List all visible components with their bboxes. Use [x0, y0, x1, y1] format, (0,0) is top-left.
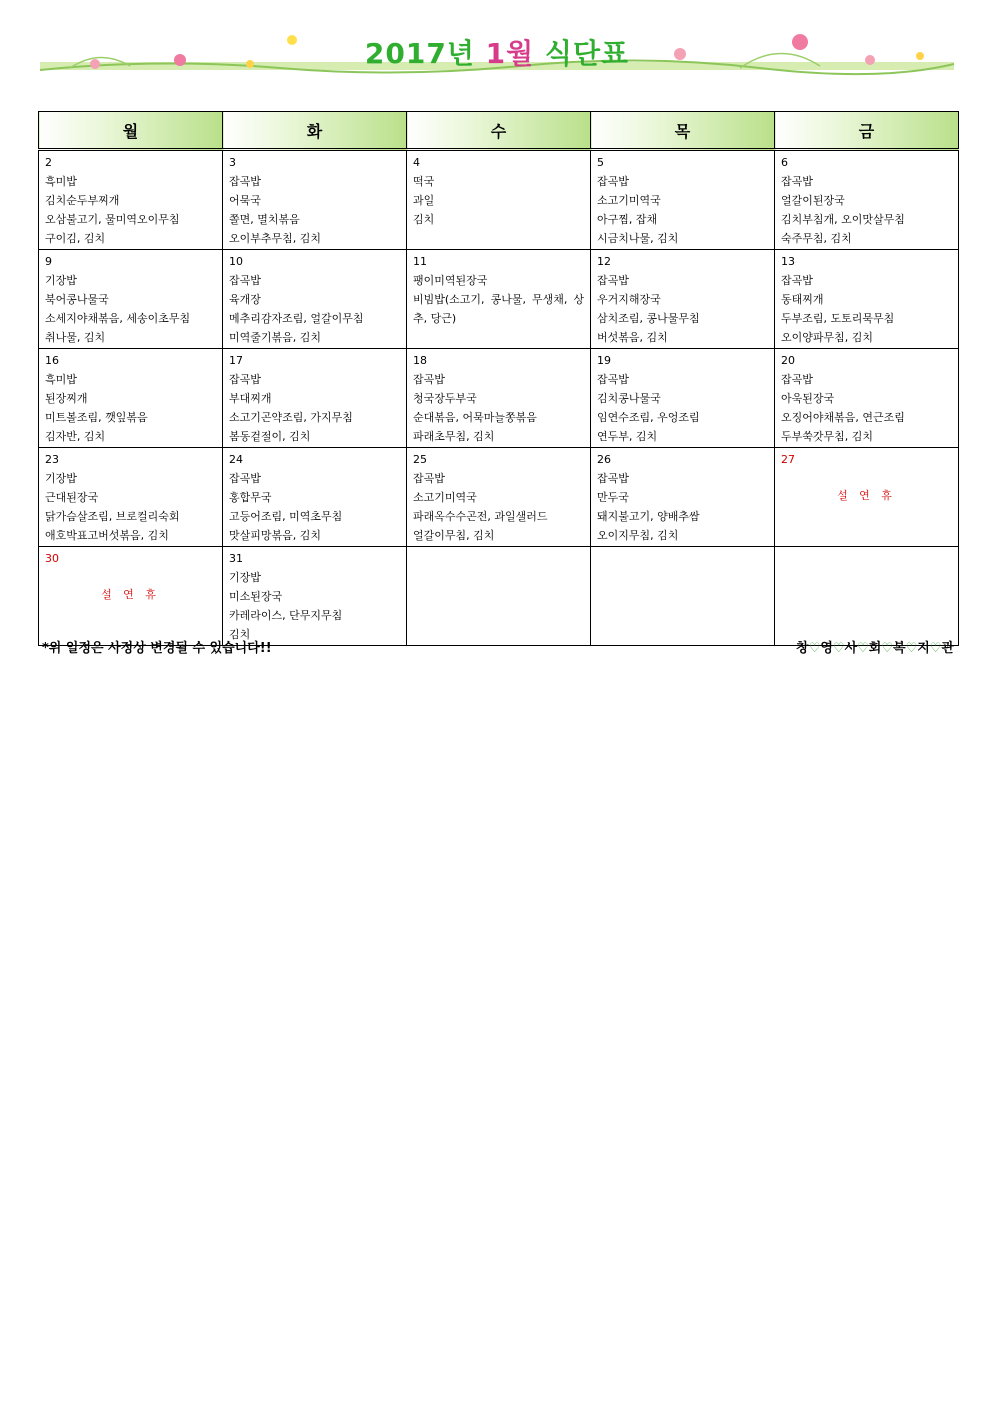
menu-item: 기장밥 — [45, 472, 77, 485]
menu-table — [38, 111, 959, 646]
day-cell — [223, 150, 407, 250]
weekday-header: 목 — [591, 112, 775, 150]
weekday-header: 월 — [39, 112, 223, 150]
day-number: 19 — [597, 354, 611, 367]
day-cell — [591, 150, 775, 250]
day-number: 16 — [45, 354, 59, 367]
menu-item: 소고기곤약조림, 가지무침 — [229, 411, 353, 424]
menu-item: 김치순두부찌개 — [45, 194, 120, 207]
menu-item: 임연수조림, 우엉조림 — [597, 411, 700, 424]
day-number: 13 — [781, 255, 795, 268]
menu-item: 구이김, 김치 — [45, 232, 106, 245]
menu-item: 연두부, 김치 — [597, 430, 658, 443]
heart-icon: ♡ — [905, 641, 918, 656]
organization-name — [796, 637, 954, 656]
menu-item: 김치 — [229, 628, 251, 641]
day-number: 30 — [45, 552, 59, 565]
day-cell — [407, 349, 591, 448]
day-number: 25 — [413, 453, 427, 466]
day-number: 18 — [413, 354, 427, 367]
day-cell — [223, 448, 407, 547]
menu-item: 잡곡밥 — [781, 373, 813, 386]
heart-icon: ♡ — [832, 641, 845, 656]
menu-item: 오삼불고기, 물미역오이무침 — [45, 213, 180, 226]
weekday-header: 수 — [407, 112, 591, 150]
day-cell — [775, 150, 959, 250]
menu-item: 잡곡밥 — [597, 175, 629, 188]
heart-icon: ♡ — [808, 641, 821, 656]
menu-item: 잡곡밥 — [413, 472, 445, 485]
day-number: 3 — [229, 156, 236, 169]
day-number: 6 — [781, 156, 788, 169]
menu-item: 만두국 — [597, 491, 629, 504]
day-cell — [39, 150, 223, 250]
organization-char: 지 — [917, 641, 930, 656]
day-cell — [407, 547, 591, 646]
menu-item: 고등어조림, 미역초무침 — [229, 510, 343, 523]
day-number: 12 — [597, 255, 611, 268]
menu-item: 잡곡밥 — [781, 175, 813, 188]
day-number: 31 — [229, 552, 243, 565]
menu-item: 삼치조림, 콩나물무침 — [597, 312, 700, 325]
heart-icon: ♡ — [857, 641, 869, 656]
day-cell — [407, 150, 591, 250]
week-row — [39, 547, 959, 646]
menu-item: 파래옥수수곤전, 과일샐러드 — [413, 510, 548, 523]
menu-item: 파래초무침, 김치 — [413, 430, 495, 443]
day-cell — [407, 448, 591, 547]
holiday-label: 설 연 휴 — [837, 489, 896, 502]
menu-item: 김치콩나물국 — [597, 392, 661, 405]
day-cell — [39, 349, 223, 448]
title-month: 1월 — [485, 37, 535, 70]
title-year: 2017년 — [364, 37, 475, 70]
menu-item: 홍합무국 — [229, 491, 272, 504]
day-cell — [591, 349, 775, 448]
menu-item: 소고기미역국 — [597, 194, 661, 207]
day-cell — [775, 448, 959, 547]
menu-item: 과일 — [413, 194, 435, 207]
day-number: 4 — [413, 156, 420, 169]
menu-item: 흑미밥 — [45, 175, 77, 188]
change-notice: *위 일정은 사정상 변경될 수 있습니다!! — [42, 641, 272, 656]
menu-item: 잡곡밥 — [229, 373, 261, 386]
menu-item: 미소된장국 — [229, 590, 283, 603]
menu-item: 흑미밥 — [45, 373, 77, 386]
menu-item: 아욱된장국 — [781, 392, 835, 405]
heart-icon: ♡ — [881, 641, 893, 656]
menu-item: 버섯볶음, 김치 — [597, 331, 668, 344]
organization-char: 사 — [844, 641, 858, 656]
menu-item: 청국장두부국 — [413, 392, 477, 405]
menu-item: 잡곡밥 — [597, 472, 629, 485]
menu-item: 동태찌개 — [781, 293, 824, 306]
menu-item: 취나물, 김치 — [45, 331, 106, 344]
day-cell — [775, 349, 959, 448]
organization-char: 창 — [796, 641, 809, 656]
weekday-header-row — [39, 112, 959, 150]
menu-item: 우거지해장국 — [597, 293, 661, 306]
day-cell — [39, 250, 223, 349]
menu-item: 오이양파무침, 김치 — [781, 331, 874, 344]
day-cell — [591, 250, 775, 349]
day-number: 26 — [597, 453, 611, 466]
day-number: 5 — [597, 156, 604, 169]
menu-item: 근대된장국 — [45, 491, 99, 504]
menu-item: 시금치나물, 김치 — [597, 232, 679, 245]
menu-item: 김자반, 김치 — [45, 430, 106, 443]
menu-item: 잡곡밥 — [781, 274, 813, 287]
menu-item: 떡국 — [413, 175, 435, 188]
menu-item: 잡곡밥 — [413, 373, 445, 386]
menu-item: 아구찜, 잡채 — [597, 213, 658, 226]
day-cell — [775, 547, 959, 646]
holiday-label: 설 연 휴 — [101, 588, 160, 601]
menu-item: 잡곡밥 — [229, 472, 261, 485]
day-cell — [39, 547, 223, 646]
day-cell — [39, 448, 223, 547]
menu-item: 오이부추무침, 김치 — [229, 232, 322, 245]
week-row — [39, 349, 959, 448]
day-number: 10 — [229, 255, 243, 268]
menu-item: 소고기미역국 — [413, 491, 477, 504]
menu-item: 북어콩나물국 — [45, 293, 109, 306]
weekday-header: 금 — [775, 112, 959, 150]
menu-item: 부대찌개 — [229, 392, 272, 405]
menu-item: 비빔밥(소고기, 콩나물, 무생채, 상추, 당근) — [413, 293, 584, 325]
menu-item: 맛살피망볶음, 김치 — [229, 529, 322, 542]
day-cell — [223, 250, 407, 349]
menu-item: 두부조림, 도토리묵무침 — [781, 312, 895, 325]
day-number: 20 — [781, 354, 795, 367]
day-cell — [775, 250, 959, 349]
day-cell — [591, 448, 775, 547]
menu-item: 잡곡밥 — [597, 373, 629, 386]
menu-item: 기장밥 — [229, 571, 261, 584]
organization-char: 회 — [868, 641, 882, 656]
day-number: 27 — [781, 453, 795, 466]
day-number: 11 — [413, 255, 427, 268]
day-number: 2 — [45, 156, 52, 169]
menu-item: 오징어야채볶음, 연근조림 — [781, 411, 905, 424]
menu-item: 닭가슴살조림, 브로컬리숙회 — [45, 510, 180, 523]
menu-item: 미역줄기볶음, 김치 — [229, 331, 322, 344]
menu-item: 카레라이스, 단무지무침 — [229, 609, 343, 622]
weekday-header: 화 — [223, 112, 407, 150]
menu-item: 잡곡밥 — [597, 274, 629, 287]
menu-item: 얼갈이무침, 김치 — [413, 529, 495, 542]
week-row — [39, 250, 959, 349]
organization-char: 복 — [893, 641, 906, 656]
day-cell — [223, 547, 407, 646]
menu-item: 애호박표고버섯볶음, 김치 — [45, 529, 169, 542]
menu-item: 어묵국 — [229, 194, 261, 207]
menu-item: 김치 — [413, 213, 435, 226]
organization-char: 관 — [941, 641, 954, 656]
title-banner — [40, 28, 954, 80]
week-row — [39, 150, 959, 250]
day-number: 24 — [229, 453, 243, 466]
week-row — [39, 448, 959, 547]
menu-item: 팽이미역된장국 — [413, 274, 488, 287]
menu-item: 쫄면, 멸치볶음 — [229, 213, 300, 226]
day-number: 9 — [45, 255, 52, 268]
menu-item: 돼지불고기, 양배추쌈 — [597, 510, 700, 523]
title-rest: 식단표 — [544, 37, 630, 70]
page-title — [40, 32, 954, 72]
day-number: 23 — [45, 453, 59, 466]
menu-item: 김치부침개, 오이맛살무침 — [781, 213, 905, 226]
day-cell — [407, 250, 591, 349]
menu-item: 오이지무침, 김치 — [597, 529, 679, 542]
menu-item: 된장찌개 — [45, 392, 88, 405]
day-cell — [223, 349, 407, 448]
menu-item: 순대볶음, 어묵마늘쫑볶음 — [413, 411, 537, 424]
menu-item: 얼갈이된장국 — [781, 194, 845, 207]
menu-item: 숙주무침, 김치 — [781, 232, 852, 245]
menu-item: 미트볼조림, 깻잎볶음 — [45, 411, 148, 424]
menu-item: 두부쑥갓무침, 김치 — [781, 430, 874, 443]
menu-item: 기장밥 — [45, 274, 77, 287]
menu-item: 메추리감자조림, 얼갈이무침 — [229, 312, 364, 325]
heart-icon: ♡ — [929, 641, 942, 656]
menu-item: 소세지야채볶음, 세송이초무침 — [45, 312, 191, 325]
menu-item: 잡곡밥 — [229, 175, 261, 188]
day-number: 17 — [229, 354, 243, 367]
day-cell — [591, 547, 775, 646]
menu-item: 육개장 — [229, 293, 261, 306]
menu-item: 봄동겉절이, 김치 — [229, 430, 311, 443]
menu-item: 잡곡밥 — [229, 274, 261, 287]
organization-char: 영 — [820, 641, 833, 656]
menu-body — [39, 150, 959, 646]
